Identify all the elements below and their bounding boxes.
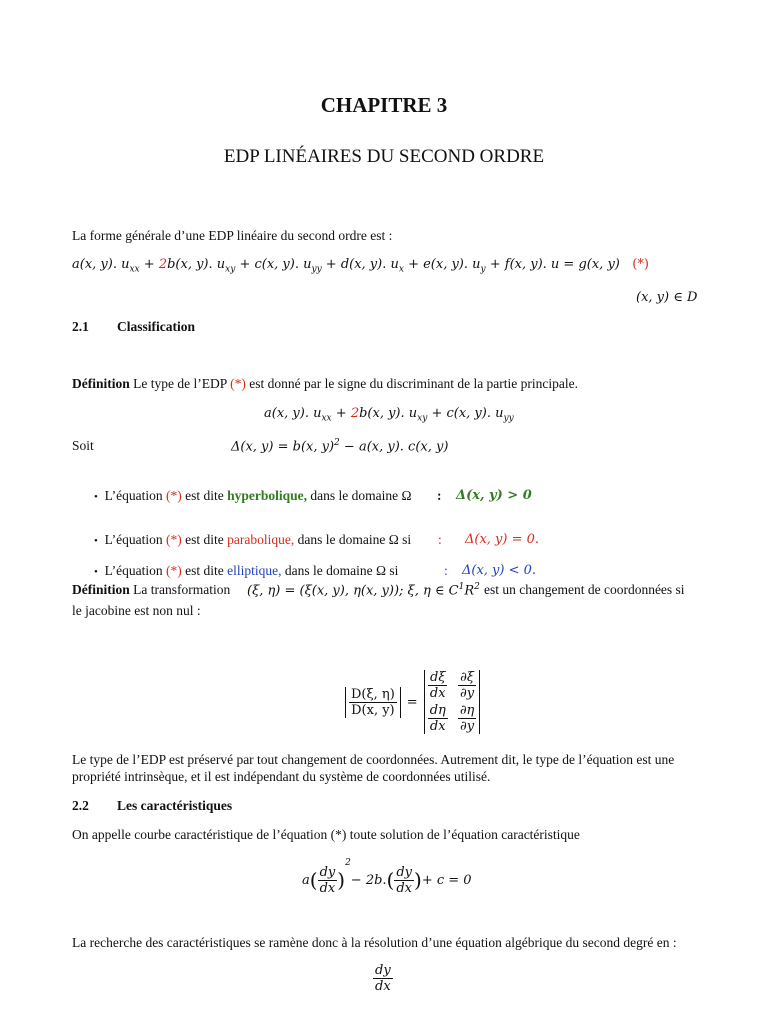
general-equation: a(x, y). $u_{xx} + 2b(x$, y). $u_{xy} + c(x$, y). $u_{yy} + d(x$, y). $u_x + e(x$, y). $u_y + f(x$, y). u = g(x, y) (*) <box>72 257 649 275</box>
parabolic-condition: Δ(x, y) = 0. <box>465 532 540 547</box>
domain-condition: (x, y) ∈ D <box>636 290 698 305</box>
section-number: 2.2 <box>72 798 89 813</box>
chapter-heading: CHAPITRE 3 <box>320 93 448 117</box>
intro-text: La forme générale d’une EDP linéaire du second ordre est : <box>72 228 393 243</box>
principal-part-equation: a(x, y). $u_{xx} + 2b(x$, y). $u_{xy} + c(x$, y). $u_{yy}$ <box>264 406 514 424</box>
list-item-separator: : <box>444 563 448 578</box>
transformation-formula: (ξ, η) = (ξ(x, y), η(x, y)); ξ, η ∈ $C^1R^2$ <box>247 582 480 599</box>
discriminant-equation: Δ(x, y) = b(x, y)$^2$ − a(x, y). c(x, y) <box>231 438 449 455</box>
definition-paragraph: Définition Le type de l’EDP (*) est donné par le signe du discriminant de la partie principale. <box>72 376 579 391</box>
hyperbolic-condition: Δ(x, y) > 0 <box>456 488 532 503</box>
list-item: • L’équation (*) est dite hyperbolique, dans le domaine Ω <box>94 488 412 503</box>
resolution-text: La recherche des caractéristiques se ramène donc à la résolution d’une équation algébrique du second degré en : <box>72 935 677 950</box>
list-item-separator: : <box>437 488 442 503</box>
section-title: Les caractéristiques <box>117 798 233 813</box>
jacobian-equation: $\frac{D(\xi, \eta)}{D(x, y)}$ = $\frac{d\xi}{dx}$ $\frac{\partial\xi}{\partial y}$ $\frac{d\eta}{dx}$ $\frac{\partial\eta}{\partial y}$ <box>345 667 480 737</box>
characteristic-equation: a ( $\frac{dy}{dx}$ ) 2 − 2b. ( $\frac{dy}{dx}$ ) + c = 0 <box>302 858 472 896</box>
section-title: Classification <box>117 319 196 334</box>
transformation-text-continued: le jacobine est non nul : <box>72 603 201 618</box>
elliptic-condition: Δ(x, y) < 0. <box>462 563 537 578</box>
dy-dx-fraction: $\frac{dy}{dx}$ <box>375 963 391 994</box>
chapter-title: EDP LINÉAIRES DU SECOND ORDRE <box>223 146 545 167</box>
list-item-separator: : <box>438 532 442 547</box>
transformation-text: est un changement de coordonnées si <box>484 582 685 597</box>
invariance-line-2: propriété intrinsèque, et il est indépendant du système de coordonnées utilisé. <box>72 769 491 784</box>
invariance-line-1: Le type de l’EDP est préservé par tout changement de coordonnées. Autrement dit, le type de l’équation est une <box>72 752 675 767</box>
list-item: • L’équation (*) est dite parabolique, dans le domaine Ω si <box>94 532 412 547</box>
section-number: 2.1 <box>72 319 89 334</box>
transformation-definition: Définition La transformation <box>72 582 231 597</box>
soit-label: Soit <box>72 438 94 453</box>
list-item: • L’équation (*) est dite elliptique, dans le domaine Ω si <box>94 563 399 578</box>
characteristic-intro: On appelle courbe caractéristique de l’équation (*) toute solution de l’équation caractéristique <box>72 827 580 842</box>
